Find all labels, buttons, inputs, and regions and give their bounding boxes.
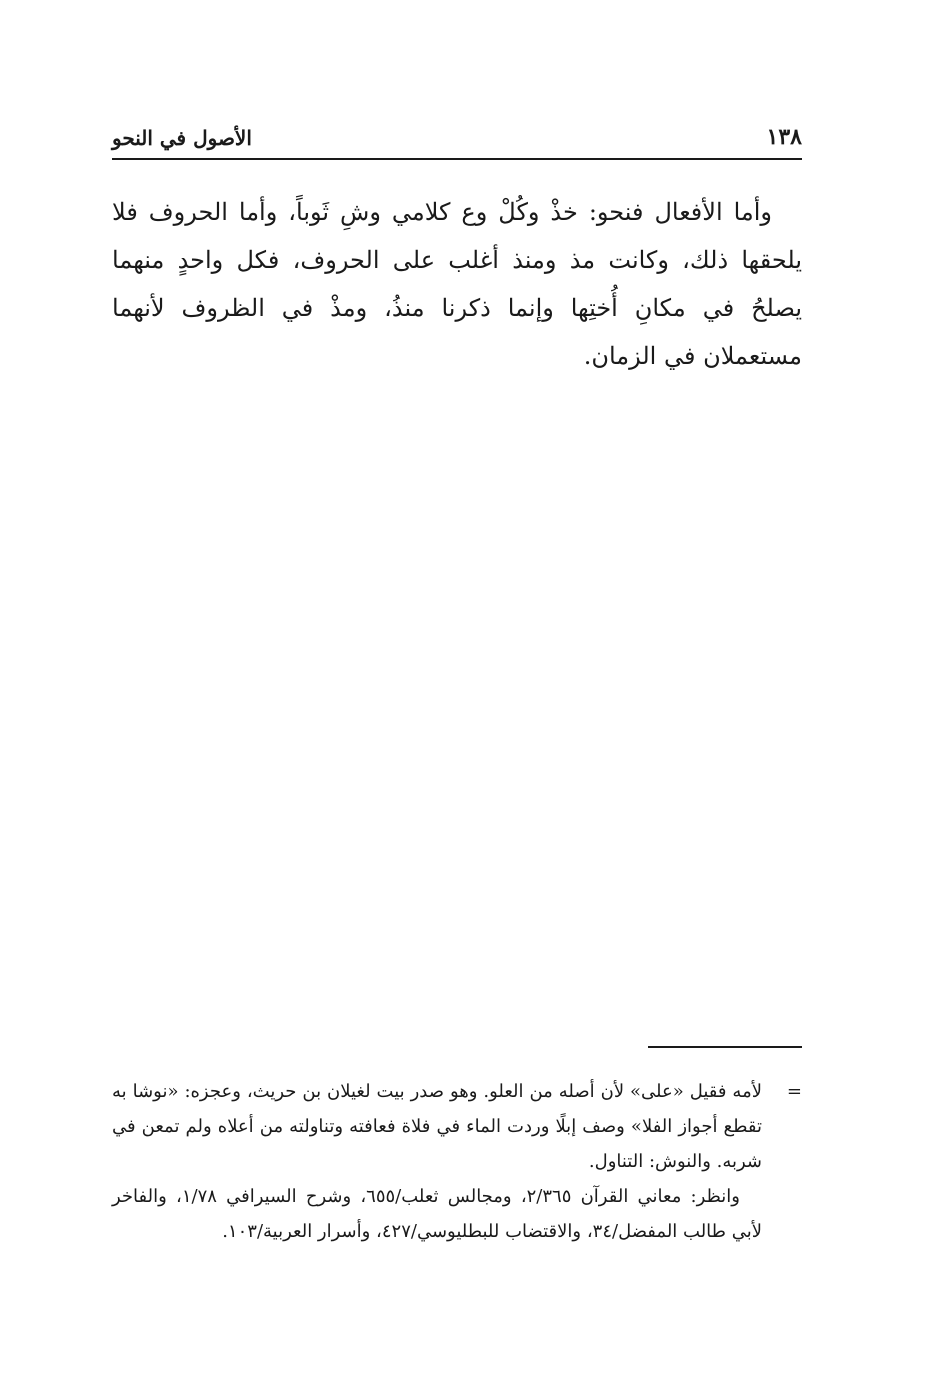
footnote-continuation: [112, 1074, 802, 1179]
running-title: الأصول في النحو: [112, 126, 252, 150]
footnote-references: وانظر: معاني القرآن ٢/٣٦٥، ومجالس ثعلب/٦٥٥، وشرح السيرافي ١/٧٨، والفاخر لأبي طالب المفضل/٣٤، والاقتضاب للبطليوسي/٤٢٧، وأسرار العربية/١٠٣.: [112, 1186, 762, 1242]
footnotes: [112, 1074, 802, 1249]
running-header: [112, 124, 802, 160]
footnote-continuation-marker: =: [786, 1081, 802, 1102]
footnote-continuation-text: لأمه فقيل «على» لأن أصله من العلو. وهو صدر بيت لغيلان بن حريث، وعجزه: «نوشا به تقطع أجواز الفلا» وصف إبلًا وردت الماء في فلاة فعافته وتناولته من أعلاه ولم تمعن في شربه. والنوش: التناول.: [112, 1081, 762, 1172]
footnote-separator: [648, 1046, 802, 1048]
page-number: ١٣٨: [766, 124, 802, 150]
body-paragraph: وأما الأفعال فنحو: خذْ وكُلْ وع كلامي وشِ ثَوباً، وأما الحروف فلا يلحقها ذلك، وكانت مذ ومنذ أغلب على الحروف، فكل واحدٍ منهما يصلحُ في مكانِ أُختِها وإنما ذكرنا منذُ، ومذْ في الظروف لأنهما مستعملان في الزمان.: [112, 198, 802, 370]
main-text: [112, 188, 802, 380]
